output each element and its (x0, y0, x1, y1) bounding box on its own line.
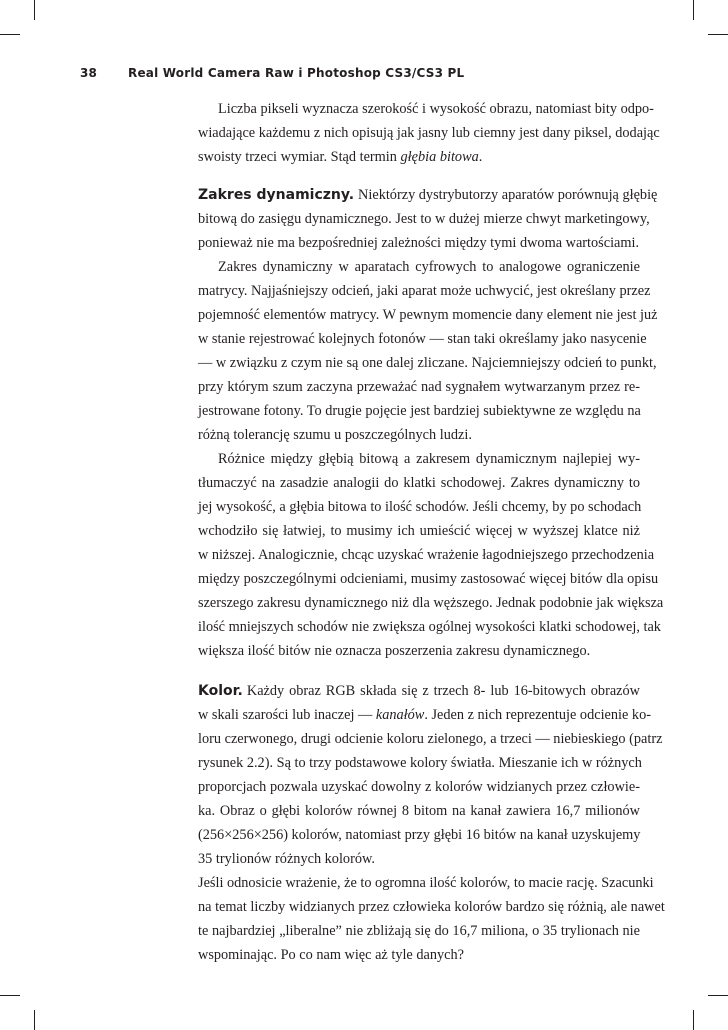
text-line (198, 183, 658, 207)
text-run: swoisty trzeci wymiar. Stąd termin (198, 149, 401, 165)
crop-mark (708, 995, 728, 996)
text-line: matrycy. Najjaśniejszy odcień, jaki aparat może uchwycić, jest określany przez (198, 283, 651, 299)
paragraph-sensor-limits (198, 255, 658, 447)
crop-mark (34, 0, 35, 20)
crop-mark (0, 995, 20, 996)
text-line: loru czerwonego, drugi odcienie koloru zielonego, a trzeci — niebieskiego (patrz (198, 731, 663, 747)
text-run: Niektórzy dystrybutorzy aparatów porównują głębię (358, 187, 658, 203)
text-line: Liczba pikseli wyznacza szerokość i wysokość obrazu, natomiast bity odpo- (218, 101, 654, 117)
paragraph-staircase-analogy (198, 447, 664, 663)
italic-term: kanałów (375, 707, 425, 723)
text-run: . (478, 149, 483, 165)
text-line: na temat liczby widzianych przez człowieka kolorów bardzo się różnią, ale nawet (198, 899, 665, 915)
text-line: jestrowane fotony. To drugie pojęcie jest bardziej subiektywne ze względu na (198, 403, 641, 419)
running-head (0, 66, 728, 86)
text-line (198, 679, 640, 703)
crop-mark (693, 0, 694, 20)
text-line: jej wysokość, a głębia bitowa to ilość schodów. Jeśli chcemy, by po schodach (198, 499, 642, 515)
text-line (198, 703, 651, 727)
text-run: w skali szarości lub inaczej — (198, 707, 376, 723)
run-in-heading: Zakres dynamiczny. (198, 187, 355, 203)
text-line: tłumaczyć na zasadzie analogii do klatki schodowej. Zakres dynamiczny to (198, 475, 640, 491)
crop-mark (708, 34, 728, 35)
text-line: rysunek 2.2). Są to trzy podstawowe kolory światła. Mieszanie ich w różnych (198, 755, 642, 771)
text-line: w stanie rejestrować kolejnych fotonów — stan taki określamy jako nasycenie (198, 331, 647, 347)
text-line: ka. Obraz o głębi kolorów równej 8 bitom na kanał zawiera 16,7 milionów (198, 803, 640, 819)
text-line: przy którym szum zaczyna przeważać nad sygnałem wytwarzanym przez re- (198, 379, 640, 395)
text-line: w niższej. Analogicznie, chcąc uzyskać wrażenie łagodniejszego przechodzenia (198, 547, 655, 563)
text-line: ilość mniejszych schodów nie zwiększa ogólnej wysokości klatki schodowej, tak (198, 619, 661, 635)
text-line: ponieważ nie ma bezpośredniej zależności między tymi dwoma wartościami. (198, 235, 640, 251)
run-in-heading: Kolor. (198, 683, 243, 699)
crop-mark (693, 1010, 694, 1030)
text-line: wspominając. Po co nam więc aż tyle danych? (198, 947, 464, 963)
paragraph-why-so-much-data (198, 871, 665, 967)
text-line: 35 trylionów różnych kolorów. (198, 851, 375, 867)
paragraph-dynamic-range (198, 183, 658, 255)
text-line: Różnice między głębią bitową a zakresem dynamicznym najlepiej wy- (218, 451, 640, 467)
text-line: różną tolerancję szumu u poszczególnych ludzi. (198, 427, 472, 443)
running-title: Real World Camera Raw i Photoshop CS3/CS3 PL (128, 66, 465, 80)
text-line: większa ilość bitów nie oznacza poszerzenia zakresu dynamicznego. (198, 643, 591, 659)
text-line: te najbardziej „liberalne” nie zbliżają się do 16,7 miliona, o 35 trylionach nie (198, 923, 640, 939)
body-text (198, 97, 665, 967)
text-line: — w związku z czym nie są one dalej zliczane. Najciemniejszy odcień to punkt, (198, 355, 657, 371)
text-line: (256×256×256) kolorów, natomiast przy głębi 16 bitów na kanał uzyskujemy (198, 827, 641, 843)
text-line: proporcjach pozwala uzyskać dowolny z kolorów widzianych przez człowie- (198, 779, 640, 795)
italic-term: głębia bitowa (400, 149, 479, 165)
text-line: wiadające każdemu z nich opisują jak jasny lub ciemny jest dany piksel, dodając (198, 125, 660, 141)
text-run: Każdy obraz RGB składa się z trzech 8- lub 16-bitowych obrazów (246, 683, 640, 699)
text-line: wchodziło się łatwiej, to musimy ich umieścić więcej w wyższej klatce niż (198, 523, 640, 539)
text-line: bitową do zasięgu dynamicznego. Jest to w dużej mierze chwyt marketingowy, (198, 211, 650, 227)
text-line: między poszczególnymi odcieniami, musimy zastosować więcej bitów dla opisu (198, 571, 659, 587)
text-line: pojemność elementów matrycy. W pewnym momencie dany element nie jest już (198, 307, 658, 323)
text-line: Zakres dynamiczny w aparatach cyfrowych to analogowe ograniczenie (218, 259, 640, 275)
text-line: szerszego zakresu dynamicznego niż dla węższego. Jednak podobnie jak większa (198, 595, 664, 611)
text-line: Jeśli odnosicie wrażenie, że to ogromna ilość kolorów, to macie rację. Szacunki (198, 875, 654, 891)
paragraph-color (198, 679, 663, 871)
crop-mark (34, 1010, 35, 1030)
text-line (198, 145, 640, 169)
page-number: 38 (80, 66, 98, 80)
crop-mark (0, 34, 20, 35)
text-run: . Jeden z nich reprezentuje odcienie ko- (424, 707, 651, 723)
paragraph-intro (198, 97, 660, 169)
